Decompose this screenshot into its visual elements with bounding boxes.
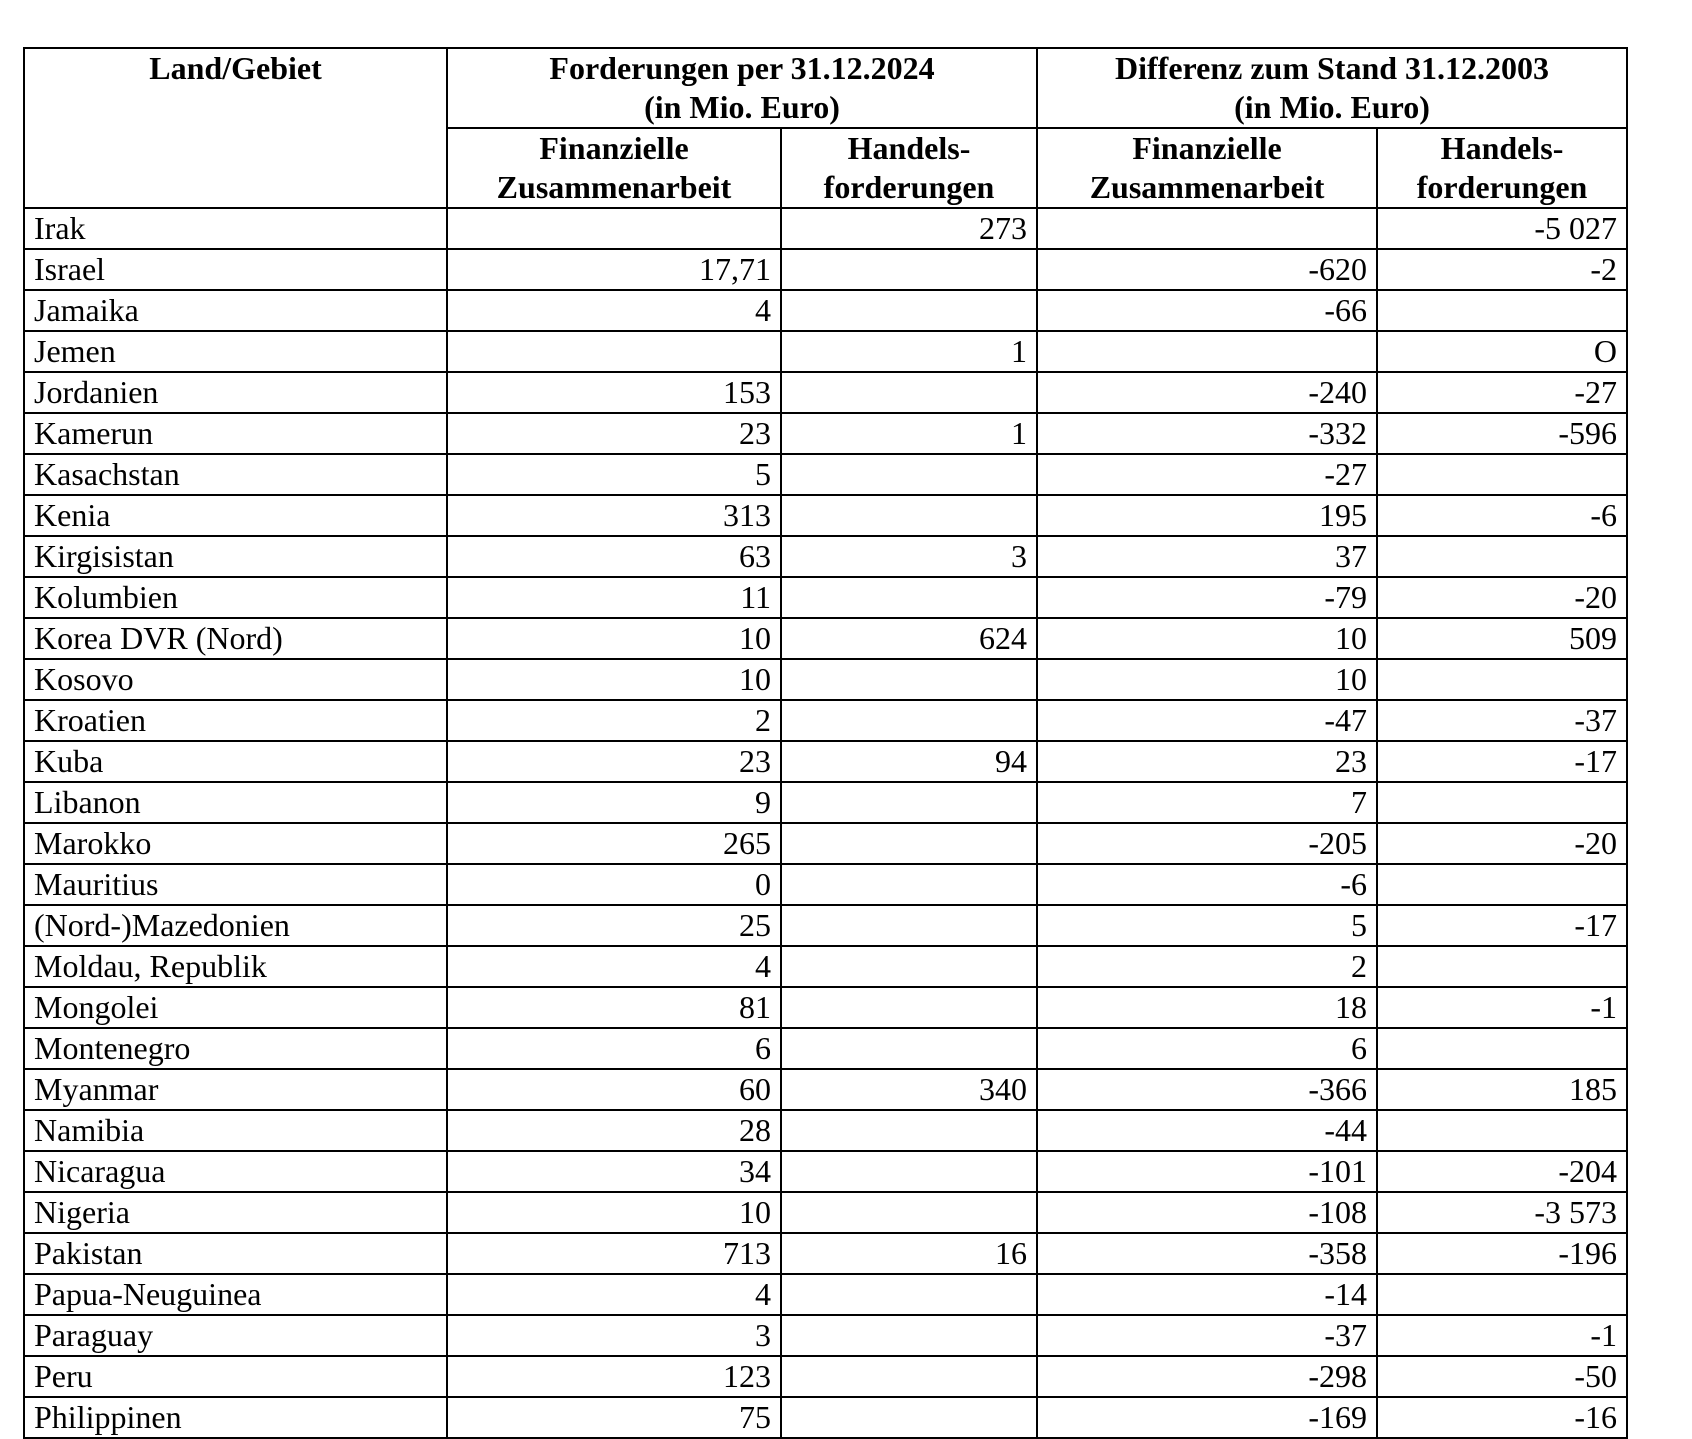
hf-2024-cell (781, 782, 1037, 823)
country-cell: Kroatien (24, 700, 447, 741)
fz-diff-cell: -366 (1037, 1069, 1377, 1110)
hf-diff-cell (1377, 864, 1627, 905)
hf-2024-cell: 3 (781, 536, 1037, 577)
hf-diff-cell: -5 027 (1377, 208, 1627, 249)
hf-diff-cell: -2 (1377, 249, 1627, 290)
country-cell: Nicaragua (24, 1151, 447, 1192)
table-row (24, 823, 1627, 864)
country-cell: Libanon (24, 782, 447, 823)
fz-diff-cell: -298 (1037, 1356, 1377, 1397)
hf-2024-cell (781, 987, 1037, 1028)
table-row (24, 1192, 1627, 1233)
fz-2024-cell: 23 (447, 741, 781, 782)
fz-2024-cell: 313 (447, 495, 781, 536)
fz-2024-cell: 75 (447, 1397, 781, 1438)
fz-diff-cell: -27 (1037, 454, 1377, 495)
table-body (24, 208, 1627, 1438)
fz-2024-cell: 3 (447, 1315, 781, 1356)
country-cell: Montenegro (24, 1028, 447, 1069)
fz-diff-cell: 18 (1037, 987, 1377, 1028)
header-hf-diff: Handels- forderungen (1377, 128, 1627, 208)
country-cell: Korea DVR (Nord) (24, 618, 447, 659)
country-cell: Israel (24, 249, 447, 290)
header-fz-diff: Finanzielle Zusammenarbeit (1037, 128, 1377, 208)
hf-2024-cell (781, 659, 1037, 700)
fz-diff-cell: -620 (1037, 249, 1377, 290)
fz-diff-cell: -79 (1037, 577, 1377, 618)
table-row (24, 1069, 1627, 1110)
table-row (24, 413, 1627, 454)
hf-2024-cell (781, 1192, 1037, 1233)
fz-diff-cell: 37 (1037, 536, 1377, 577)
fz-2024-cell: 23 (447, 413, 781, 454)
hf-diff-cell: -6 (1377, 495, 1627, 536)
fz-2024-cell: 60 (447, 1069, 781, 1110)
country-cell: Kolumbien (24, 577, 447, 618)
country-cell: Irak (24, 208, 447, 249)
fz-2024-cell: 265 (447, 823, 781, 864)
fz-diff-cell: -47 (1037, 700, 1377, 741)
hf-diff-cell (1377, 782, 1627, 823)
country-cell: (Nord-)Mazedonien (24, 905, 447, 946)
country-cell: Myanmar (24, 1069, 447, 1110)
fz-diff-cell: -240 (1037, 372, 1377, 413)
hf-diff-cell: -20 (1377, 823, 1627, 864)
hf-diff-cell: -196 (1377, 1233, 1627, 1274)
fz-2024-cell: 10 (447, 618, 781, 659)
table-row (24, 249, 1627, 290)
table-row (24, 700, 1627, 741)
country-cell: Kosovo (24, 659, 447, 700)
hf-2024-cell: 273 (781, 208, 1037, 249)
hf-diff-cell: -1 (1377, 1315, 1627, 1356)
fz-2024-cell: 25 (447, 905, 781, 946)
hf-2024-cell: 340 (781, 1069, 1037, 1110)
hf-2024-cell: 16 (781, 1233, 1037, 1274)
fz-2024-cell: 713 (447, 1233, 781, 1274)
table-row (24, 372, 1627, 413)
fz-diff-cell: -205 (1037, 823, 1377, 864)
fz-diff-cell: -44 (1037, 1110, 1377, 1151)
hf-2024-cell (781, 905, 1037, 946)
claims-table (23, 47, 1628, 1439)
fz-diff-cell: -101 (1037, 1151, 1377, 1192)
fz-2024-cell: 6 (447, 1028, 781, 1069)
header-difference-2003: Differenz zum Stand 31.12.2003 (in Mio. Euro) (1037, 48, 1627, 128)
country-cell: Philippinen (24, 1397, 447, 1438)
table-row (24, 290, 1627, 331)
fz-diff-cell: 7 (1037, 782, 1377, 823)
country-cell: Kuba (24, 741, 447, 782)
country-cell: Namibia (24, 1110, 447, 1151)
fz-2024-cell: 28 (447, 1110, 781, 1151)
table-row (24, 1397, 1627, 1438)
fz-2024-cell: 17,71 (447, 249, 781, 290)
hf-diff-cell (1377, 1028, 1627, 1069)
table-row (24, 495, 1627, 536)
table-row (24, 946, 1627, 987)
fz-diff-cell: -14 (1037, 1274, 1377, 1315)
fz-diff-cell: 6 (1037, 1028, 1377, 1069)
hf-2024-cell (781, 1315, 1037, 1356)
country-cell: Kamerun (24, 413, 447, 454)
fz-diff-cell (1037, 208, 1377, 249)
hf-2024-cell (781, 946, 1037, 987)
country-cell: Papua-Neuguinea (24, 1274, 447, 1315)
hf-diff-cell: -1 (1377, 987, 1627, 1028)
header-country: Land/Gebiet (24, 48, 447, 208)
hf-2024-cell (781, 249, 1037, 290)
header-claims-2024: Forderungen per 31.12.2024 (in Mio. Euro) (447, 48, 1037, 128)
table-row (24, 782, 1627, 823)
hf-2024-cell (781, 577, 1037, 618)
fz-diff-cell: 2 (1037, 946, 1377, 987)
hf-2024-cell (781, 290, 1037, 331)
hf-diff-cell: -16 (1377, 1397, 1627, 1438)
fz-2024-cell (447, 208, 781, 249)
fz-2024-cell: 9 (447, 782, 781, 823)
hf-2024-cell: 624 (781, 618, 1037, 659)
table-row (24, 1356, 1627, 1397)
country-cell: Pakistan (24, 1233, 447, 1274)
country-cell: Moldau, Republik (24, 946, 447, 987)
hf-diff-cell (1377, 290, 1627, 331)
hf-diff-cell (1377, 536, 1627, 577)
fz-diff-cell: -358 (1037, 1233, 1377, 1274)
table-row (24, 618, 1627, 659)
hf-diff-cell: 509 (1377, 618, 1627, 659)
hf-2024-cell: 94 (781, 741, 1037, 782)
country-cell: Jamaika (24, 290, 447, 331)
hf-2024-cell (781, 1274, 1037, 1315)
fz-diff-cell: 23 (1037, 741, 1377, 782)
hf-diff-cell: -3 573 (1377, 1192, 1627, 1233)
fz-2024-cell: 63 (447, 536, 781, 577)
fz-diff-cell: -108 (1037, 1192, 1377, 1233)
country-cell: Paraguay (24, 1315, 447, 1356)
hf-diff-cell: -20 (1377, 577, 1627, 618)
hf-2024-cell (781, 372, 1037, 413)
fz-diff-cell: -37 (1037, 1315, 1377, 1356)
fz-2024-cell: 153 (447, 372, 781, 413)
fz-diff-cell: -332 (1037, 413, 1377, 454)
fz-diff-cell: 195 (1037, 495, 1377, 536)
country-cell: Mauritius (24, 864, 447, 905)
hf-diff-cell (1377, 659, 1627, 700)
hf-diff-cell (1377, 1110, 1627, 1151)
table-row (24, 1151, 1627, 1192)
table-row (24, 331, 1627, 372)
fz-2024-cell: 4 (447, 1274, 781, 1315)
table-row (24, 577, 1627, 618)
hf-2024-cell: 1 (781, 413, 1037, 454)
table-row (24, 1274, 1627, 1315)
hf-2024-cell (781, 1397, 1037, 1438)
fz-2024-cell: 123 (447, 1356, 781, 1397)
hf-2024-cell (781, 1028, 1037, 1069)
country-cell: Marokko (24, 823, 447, 864)
table-row (24, 1110, 1627, 1151)
country-cell: Jemen (24, 331, 447, 372)
table-row (24, 208, 1627, 249)
hf-diff-cell: -27 (1377, 372, 1627, 413)
hf-2024-cell (781, 1151, 1037, 1192)
hf-diff-cell: -50 (1377, 1356, 1627, 1397)
fz-diff-cell: 5 (1037, 905, 1377, 946)
hf-2024-cell (781, 864, 1037, 905)
hf-diff-cell: -204 (1377, 1151, 1627, 1192)
table-row (24, 1028, 1627, 1069)
country-cell: Kenia (24, 495, 447, 536)
hf-diff-cell (1377, 454, 1627, 495)
hf-diff-cell: O (1377, 331, 1627, 372)
hf-diff-cell: 185 (1377, 1069, 1627, 1110)
hf-2024-cell (781, 700, 1037, 741)
table-row (24, 905, 1627, 946)
table-row (24, 987, 1627, 1028)
fz-2024-cell (447, 331, 781, 372)
country-cell: Mongolei (24, 987, 447, 1028)
country-cell: Kasachstan (24, 454, 447, 495)
fz-diff-cell (1037, 331, 1377, 372)
table-row (24, 1233, 1627, 1274)
hf-2024-cell (781, 1356, 1037, 1397)
fz-2024-cell: 34 (447, 1151, 781, 1192)
country-cell: Kirgisistan (24, 536, 447, 577)
fz-diff-cell: -169 (1037, 1397, 1377, 1438)
fz-2024-cell: 0 (447, 864, 781, 905)
fz-2024-cell: 4 (447, 290, 781, 331)
table-row (24, 1315, 1627, 1356)
fz-2024-cell: 10 (447, 659, 781, 700)
table-row (24, 454, 1627, 495)
table-row (24, 864, 1627, 905)
table-row (24, 536, 1627, 577)
country-cell: Jordanien (24, 372, 447, 413)
fz-2024-cell: 81 (447, 987, 781, 1028)
table-row (24, 659, 1627, 700)
fz-diff-cell: -6 (1037, 864, 1377, 905)
fz-diff-cell: 10 (1037, 618, 1377, 659)
hf-diff-cell (1377, 1274, 1627, 1315)
header-hf-2024: Handels- forderungen (781, 128, 1037, 208)
country-cell: Peru (24, 1356, 447, 1397)
hf-diff-cell: -17 (1377, 905, 1627, 946)
country-cell: Nigeria (24, 1192, 447, 1233)
hf-2024-cell (781, 454, 1037, 495)
header-fz-2024: Finanzielle Zusammenarbeit (447, 128, 781, 208)
fz-2024-cell: 5 (447, 454, 781, 495)
fz-2024-cell: 2 (447, 700, 781, 741)
hf-diff-cell: -17 (1377, 741, 1627, 782)
hf-diff-cell: -37 (1377, 700, 1627, 741)
fz-diff-cell: 10 (1037, 659, 1377, 700)
hf-2024-cell (781, 495, 1037, 536)
fz-2024-cell: 10 (447, 1192, 781, 1233)
hf-2024-cell: 1 (781, 331, 1037, 372)
fz-diff-cell: -66 (1037, 290, 1377, 331)
fz-2024-cell: 11 (447, 577, 781, 618)
table-row (24, 741, 1627, 782)
fz-2024-cell: 4 (447, 946, 781, 987)
hf-diff-cell: -596 (1377, 413, 1627, 454)
hf-2024-cell (781, 823, 1037, 864)
hf-diff-cell (1377, 946, 1627, 987)
hf-2024-cell (781, 1110, 1037, 1151)
